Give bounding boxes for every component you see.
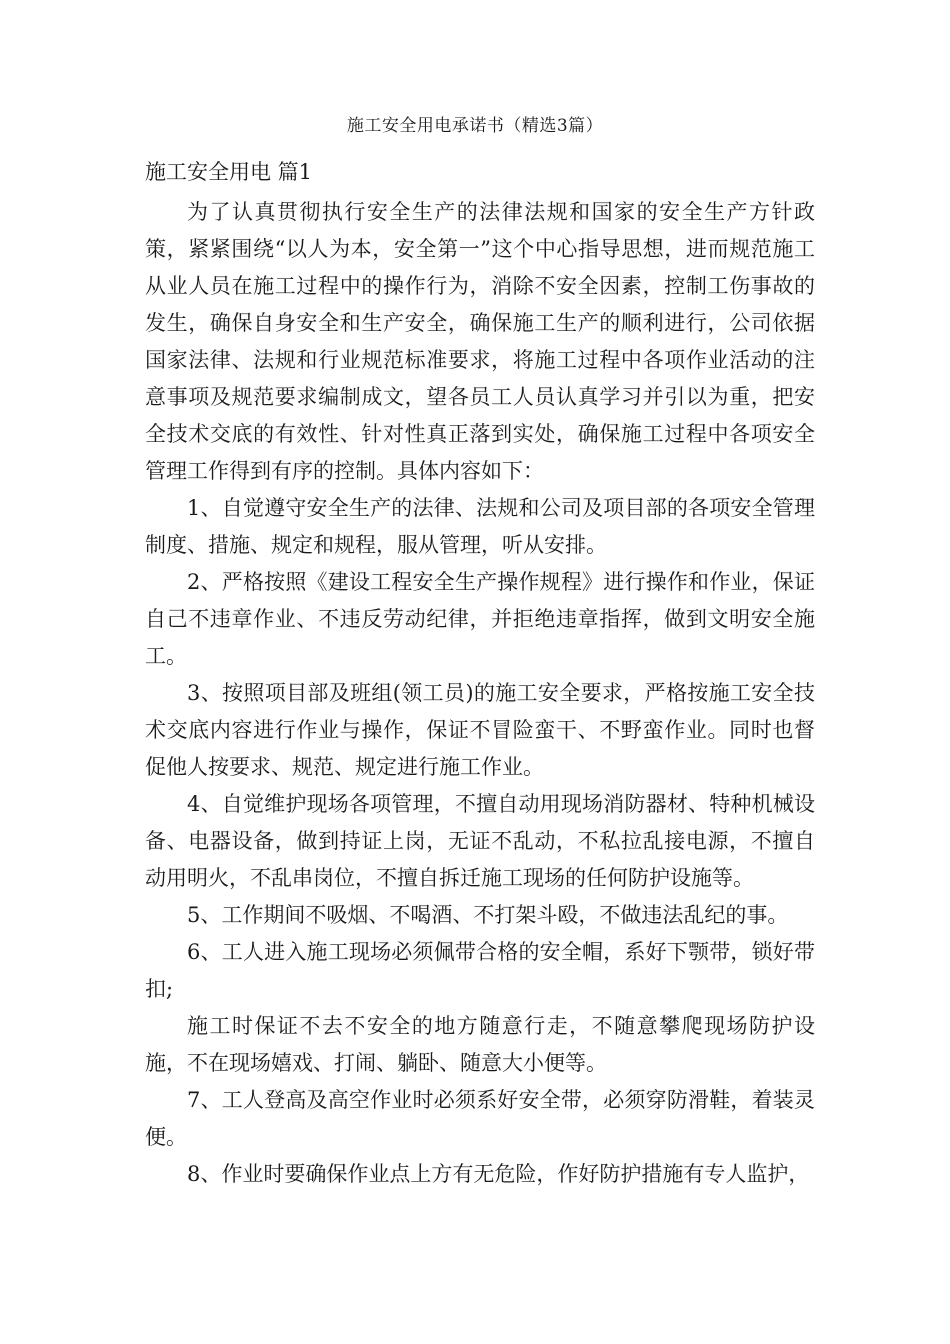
paragraph: 6、工人进入施工现场必须佩带合格的安全帽，系好下颚带，锁好带扣; (145, 940, 815, 1001)
document-title: 施工安全用电承诺书（精选3篇） (346, 116, 604, 136)
section-heading: 施工安全用电 篇1 (145, 160, 313, 184)
paragraph: 4、自觉维护现场各项管理，不擅自动用现场消防器材、特种机械设备、电器设备，做到持证上岗，无证不乱动，不私拉乱接电源，不擅自动用明火，不乱串岗位，不擅自拆迁施工现场的任何防护设施等。 (145, 792, 815, 890)
paragraph: 1、自觉遵守安全生产的法律、法规和公司及项目部的各项安全管理制度、措施、规定和规程，服从管理，听从安排。 (145, 496, 815, 557)
paragraph: 施工时保证不去不安全的地方随意行走，不随意攀爬现场防护设施，不在现场嬉戏、打闹、躺卧、随意大小便等。 (145, 1014, 815, 1075)
paragraph: 7、工人登高及高空作业时必须系好安全带，必须穿防滑鞋，着装灵便。 (145, 1088, 815, 1149)
paragraph: 5、工作期间不吸烟、不喝酒、不打架斗殴，不做违法乱纪的事。 (187, 903, 789, 927)
paragraph: 为了认真贯彻执行安全生产的法律法规和国家的安全生产方针政策，紧紧围绕“以人为本，安全第一”这个中心指导思想，进而规范施工从业人员在施工过程中的操作行为，消除不安全因素，控制工伤事故的发生，确保自身安全和生产安全，确保施工生产的顺利进行，公司依据国家法律、法规和行业规范标准要求，将施工过程中各项作业活动的注意事项及规范要求编制成文，望各员工人员认真学习并引以为重，把安全技术交底的有效性、针对性真正落到实处，确保施工过程中各项安全管理工作得到有序的控制。具体内容如下： (145, 200, 815, 483)
document-body (145, 194, 815, 1193)
paragraph: 8、作业时要确保作业点上方有无危险，作好防护措施有专人监护， (187, 1162, 810, 1186)
paragraph: 2、严格按照《建设工程安全生产操作规程》进行操作和作业，保证自己不违章作业、不违反劳动纪律，并拒绝违章指挥，做到文明安全施工。 (145, 570, 815, 668)
paragraph: 3、按照项目部及班组(领工员)的施工安全要求，严格按施工安全技术交底内容进行作业与操作，保证不冒险蛮干、不野蛮作业。同时也督促他人按要求、规范、规定进行施工作业。 (145, 681, 815, 779)
